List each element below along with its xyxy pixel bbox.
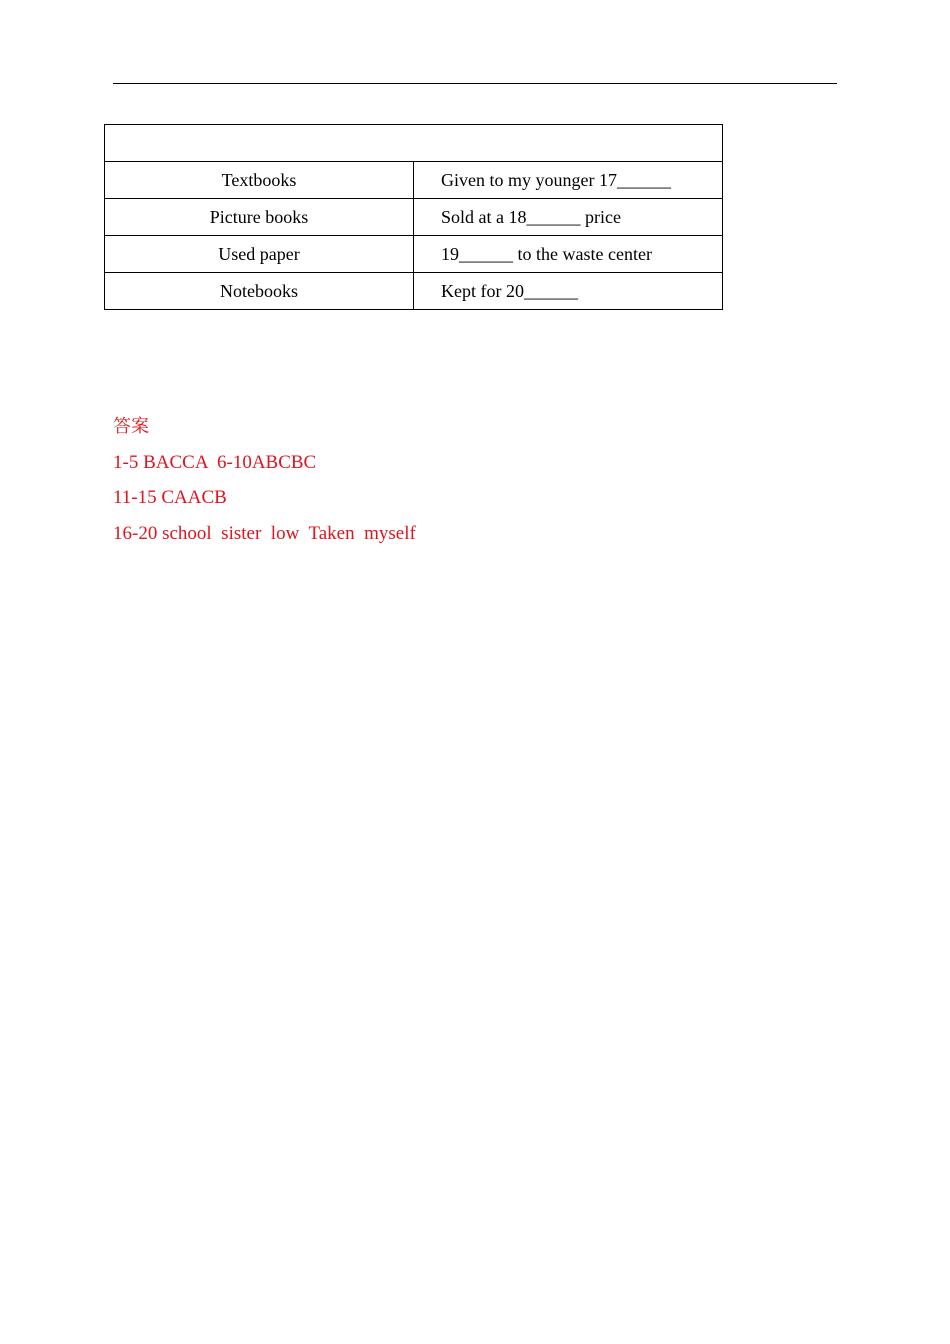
action-cell: Given to my younger 17______ <box>414 162 723 199</box>
answer-line: 11-15 CAACB <box>113 487 227 508</box>
action-cell: Sold at a 18______ price <box>414 199 723 236</box>
action-cell: Kept for 20______ <box>414 273 723 310</box>
item-cell: Used paper <box>105 236 414 273</box>
answer-line: 1-5 BACCA 6-10ABCBC <box>113 451 317 473</box>
table-title-row <box>105 125 723 162</box>
table-row <box>105 236 723 273</box>
header-rule <box>113 83 837 84</box>
table-title-cell <box>105 125 723 162</box>
table-row <box>105 199 723 236</box>
table-row <box>105 273 723 310</box>
item-cell: Notebooks <box>105 273 414 310</box>
answer-line: 16-20 school sister low Taken myself <box>113 522 416 544</box>
fill-in-table <box>104 124 723 310</box>
answer-key <box>113 413 416 555</box>
item-cell: Textbooks <box>105 162 414 199</box>
item-cell: Picture books <box>105 199 414 236</box>
table-row <box>105 162 723 199</box>
action-cell: 19______ to the waste center <box>414 236 723 273</box>
answer-heading: 答案 <box>113 416 149 437</box>
